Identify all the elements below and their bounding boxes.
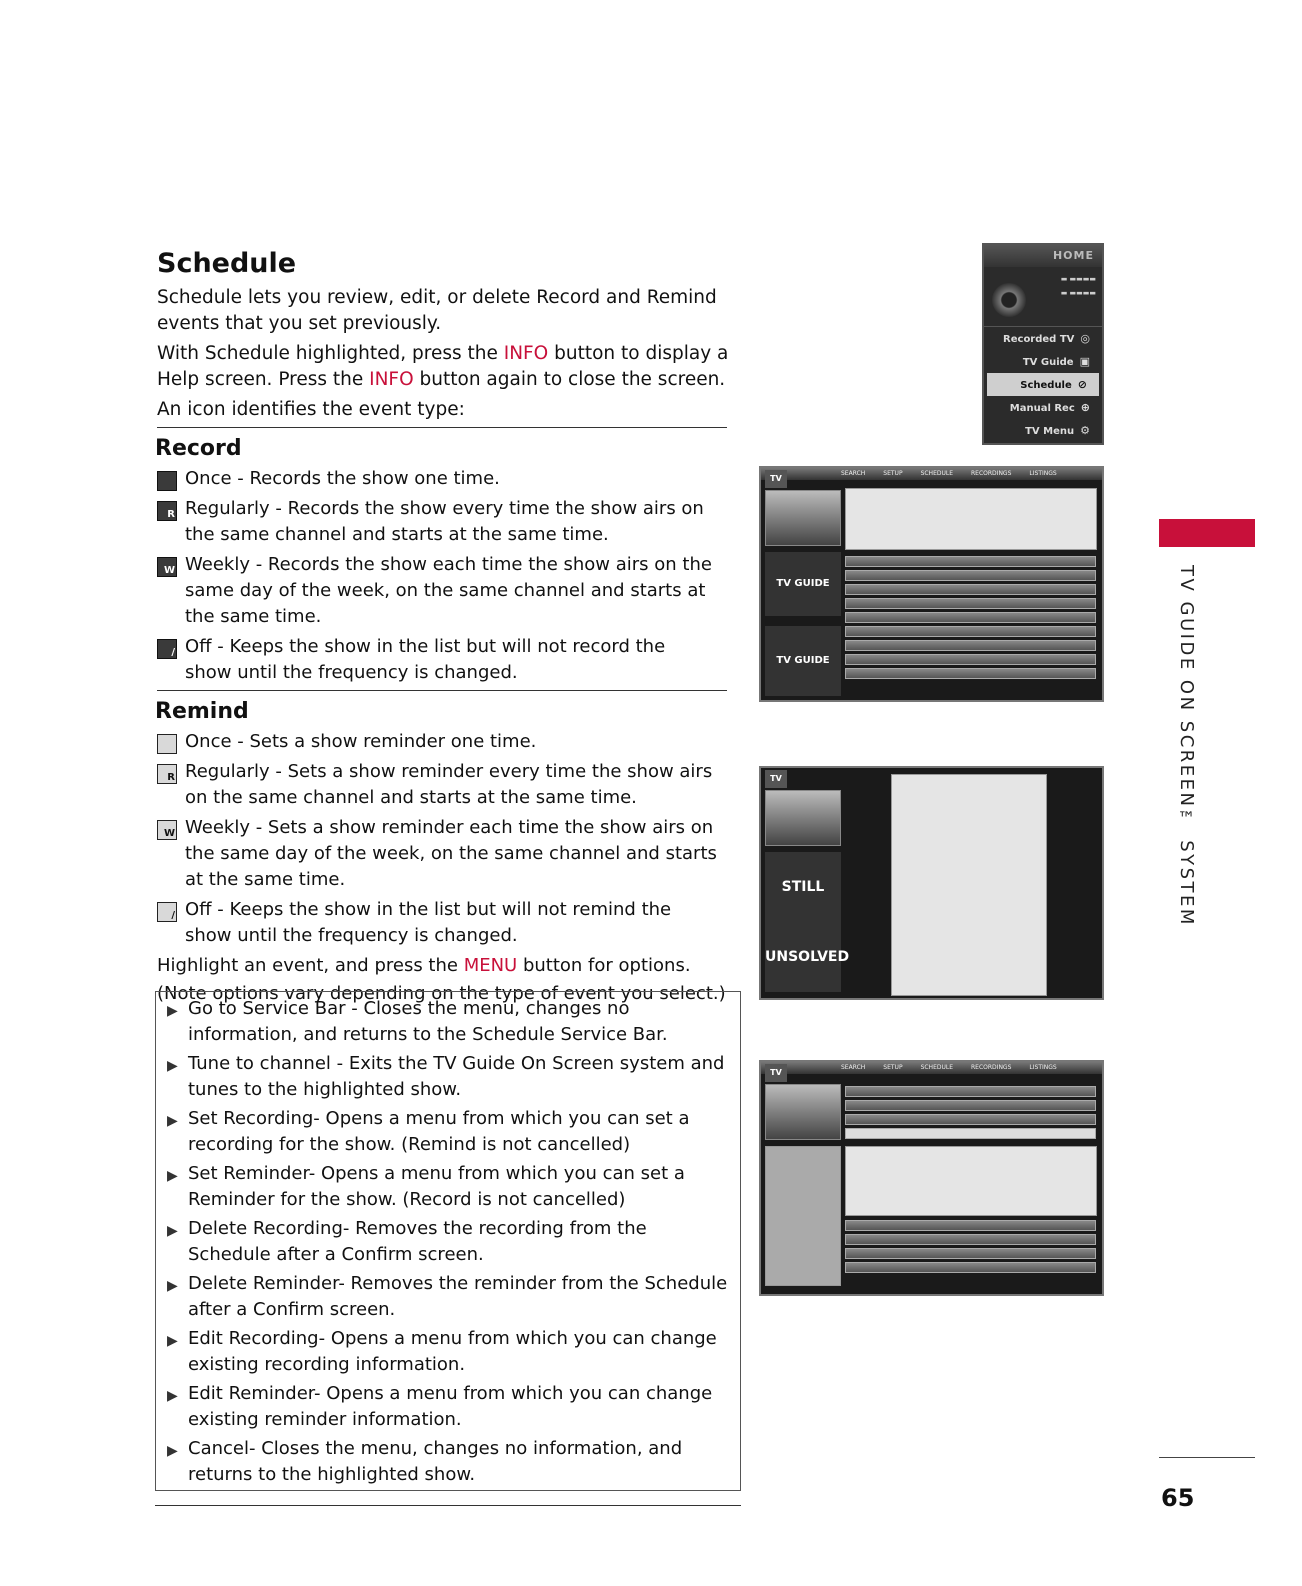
- list-item[interactable]: [845, 626, 1096, 637]
- list-item[interactable]: [845, 612, 1096, 623]
- description-panel: [845, 1146, 1097, 1216]
- arrow-icon: ▶: [167, 1278, 178, 1294]
- tab-listings[interactable]: LISTINGS: [1029, 1064, 1057, 1071]
- record-weekly: W Weekly - Records the show each time the show airs on the same day of the week, on the same channel and starts at the same time.: [157, 552, 717, 630]
- list-item[interactable]: [845, 1234, 1096, 1245]
- icon-line: An icon identifies the event type:: [157, 399, 465, 420]
- page-title: Schedule: [157, 248, 297, 279]
- remind-once-icon: [157, 734, 177, 754]
- list-item[interactable]: [845, 640, 1096, 651]
- ad-panel: TV GUIDE: [765, 626, 841, 696]
- bottom-divider: [155, 1505, 741, 1506]
- home-item-tv-guide[interactable]: TV Guide ▣: [984, 350, 1102, 373]
- section-tab: [1159, 519, 1255, 547]
- tab-setup[interactable]: SETUP: [883, 470, 903, 477]
- help-part-2: button to display a Help screen. Press the: [157, 343, 729, 390]
- page-number: 65: [1161, 1484, 1195, 1512]
- remind-weekly: W Weekly - Sets a show reminder each time the show airs on the same day of the week, on the same channel and starts at the same time.: [157, 815, 717, 893]
- options-box: [155, 991, 741, 1491]
- home-menu-screenshot: [982, 243, 1104, 445]
- arrow-icon: ▶: [167, 1168, 178, 1184]
- arrow-icon: ▶: [167, 1443, 178, 1459]
- tab-recordings[interactable]: RECORDINGS: [971, 1064, 1012, 1071]
- tab-listings[interactable]: LISTINGS: [1029, 470, 1057, 477]
- option-item: ▶ Cancel- Closes the menu, changes no information, and returns to the highlighted show.: [167, 1438, 683, 1485]
- help-panel: [845, 488, 1097, 550]
- arrow-icon: ▶: [167, 1223, 178, 1239]
- record-heading: Record: [155, 436, 242, 461]
- help-text: [157, 341, 737, 393]
- list-item[interactable]: [845, 1220, 1096, 1231]
- ad-panel: STILL UNSOLVED: [765, 852, 841, 992]
- option-item: ▶ Tune to channel - Exits the TV Guide On Screen system and tunes to the highlighted show.: [167, 1053, 725, 1100]
- info-keyword: INFO: [369, 369, 414, 390]
- disc-icon: [992, 283, 1026, 317]
- list-item[interactable]: [845, 584, 1096, 595]
- tv-guide-icon: ▣: [1079, 355, 1090, 368]
- home-menu-title: HOME: [984, 245, 1102, 267]
- list-item[interactable]: [845, 1128, 1096, 1139]
- remind-off-icon: /: [157, 902, 177, 922]
- tab-search[interactable]: SEARCH: [841, 470, 866, 477]
- highlight-part-1: Highlight an event, and press the: [157, 955, 464, 976]
- ad-panel: TV GUIDE: [765, 552, 841, 616]
- options-screenshot: [759, 1060, 1104, 1296]
- record-once: Once - Records the show one time.: [157, 466, 717, 492]
- recorded-tv-icon: ◎: [1080, 332, 1090, 345]
- tv-guide-logo: TV: [765, 770, 787, 788]
- record-weekly-icon: W: [157, 557, 177, 577]
- option-item: ▶ Go to Service Bar - Closes the menu, changes no information, and returns to the Schedule Service Bar.: [167, 998, 668, 1045]
- list-item[interactable]: [845, 1114, 1096, 1125]
- tab-schedule[interactable]: SCHEDULE: [920, 1064, 954, 1071]
- note-text: (Note options vary depending on the type of event you select.): [157, 983, 726, 1004]
- help-part-1: With Schedule highlighted, press the: [157, 343, 504, 364]
- arrow-icon: ▶: [167, 1113, 178, 1129]
- tab-setup[interactable]: SETUP: [883, 1064, 903, 1071]
- video-preview: [765, 1084, 841, 1140]
- remind-weekly-icon: W: [157, 820, 177, 840]
- option-item: ▶ Set Recording- Opens a menu from which you can set a recording for the show. (Remind is not cancelled): [167, 1108, 690, 1155]
- record-regularly-icon: R: [157, 501, 177, 521]
- manual-rec-icon: ⊕: [1080, 401, 1090, 414]
- record-off: / Off - Keeps the show in the list but will not record the show until the frequency is changed.: [157, 634, 717, 686]
- record-regularly: R Regularly - Records the show every time the show airs on the same channel and starts at the same time.: [157, 496, 717, 548]
- main-content: [157, 247, 737, 1007]
- gear-icon: ⚙: [1080, 424, 1090, 437]
- service-bar: [761, 468, 1102, 480]
- status-line: ▬ ▬▬▬▬: [1060, 289, 1096, 297]
- arrow-icon: ▶: [167, 1333, 178, 1349]
- divider: [157, 690, 727, 691]
- schedule-screenshot: [759, 466, 1104, 702]
- arrow-icon: ▶: [167, 1058, 178, 1074]
- list-item[interactable]: [845, 598, 1096, 609]
- help-screenshot: [759, 766, 1104, 1000]
- option-item: ▶ Edit Reminder- Opens a menu from which you can change existing reminder information.: [167, 1383, 713, 1430]
- list-item[interactable]: [845, 570, 1096, 581]
- list-item[interactable]: [845, 668, 1096, 679]
- option-item: ▶ Delete Recording- Removes the recording from the Schedule after a Confirm screen.: [167, 1218, 647, 1265]
- remind-regularly-icon: R: [157, 764, 177, 784]
- option-item: ▶ Edit Recording- Opens a menu from which you can change existing recording information.: [167, 1328, 717, 1375]
- arrow-icon: ▶: [167, 1003, 178, 1019]
- list-item[interactable]: [845, 556, 1096, 567]
- list-item[interactable]: [845, 1248, 1096, 1259]
- help-panel: [891, 774, 1047, 996]
- service-bar: [761, 1062, 1102, 1074]
- options-menu[interactable]: [765, 1146, 841, 1286]
- home-item-schedule[interactable]: Schedule ⊘: [987, 373, 1099, 396]
- divider: [157, 427, 727, 428]
- video-preview: [765, 790, 841, 846]
- side-tab-label: TV GUIDE ON SCREEN™ SYSTEM: [1176, 565, 1197, 927]
- record-off-icon: /: [157, 639, 177, 659]
- tab-schedule[interactable]: SCHEDULE: [920, 470, 954, 477]
- list-item[interactable]: [845, 1100, 1096, 1111]
- arrow-icon: ▶: [167, 1388, 178, 1404]
- remind-off: / Off - Keeps the show in the list but will not remind the show until the frequency is changed.: [157, 897, 717, 949]
- home-item-manual-rec[interactable]: Manual Rec ⊕: [984, 396, 1102, 419]
- home-menu-header: [984, 267, 1102, 327]
- record-once-icon: [157, 471, 177, 491]
- info-keyword: INFO: [503, 343, 549, 364]
- video-preview: [765, 490, 841, 546]
- tab-search[interactable]: SEARCH: [841, 1064, 866, 1071]
- option-item: ▶ Set Reminder- Opens a menu from which you can set a Reminder for the show. (Record is not cancelled): [167, 1163, 685, 1210]
- tv-guide-logo: TV: [765, 1064, 787, 1082]
- status-line: ▬ ▬▬▬▬: [1060, 275, 1096, 283]
- menu-keyword: MENU: [463, 955, 518, 976]
- highlight-text: [157, 953, 737, 979]
- intro-text: Schedule lets you review, edit, or delete Record and Remind events that you set previously.: [157, 287, 717, 334]
- remind-once: Once - Sets a show reminder one time.: [157, 729, 717, 755]
- page-number-rule: [1159, 1457, 1255, 1458]
- schedule-icon: ⊘: [1077, 378, 1087, 391]
- list-item[interactable]: [845, 1086, 1096, 1097]
- home-item-recorded-tv[interactable]: Recorded TV ◎: [984, 327, 1102, 350]
- list-item[interactable]: [845, 1262, 1096, 1273]
- remind-regularly: R Regularly - Sets a show reminder every time the show airs on the same channel and starts at the same time.: [157, 759, 717, 811]
- remind-heading: Remind: [155, 699, 249, 724]
- help-part-3: button again to close the screen.: [413, 369, 726, 390]
- highlight-part-2: button for options.: [517, 955, 691, 976]
- home-item-tv-menu[interactable]: TV Menu ⚙: [984, 419, 1102, 442]
- tv-guide-logo: TV: [765, 470, 787, 488]
- tab-recordings[interactable]: RECORDINGS: [971, 470, 1012, 477]
- list-item[interactable]: [845, 654, 1096, 665]
- option-item: ▶ Delete Reminder- Removes the reminder from the Schedule after a Confirm screen.: [167, 1273, 728, 1320]
